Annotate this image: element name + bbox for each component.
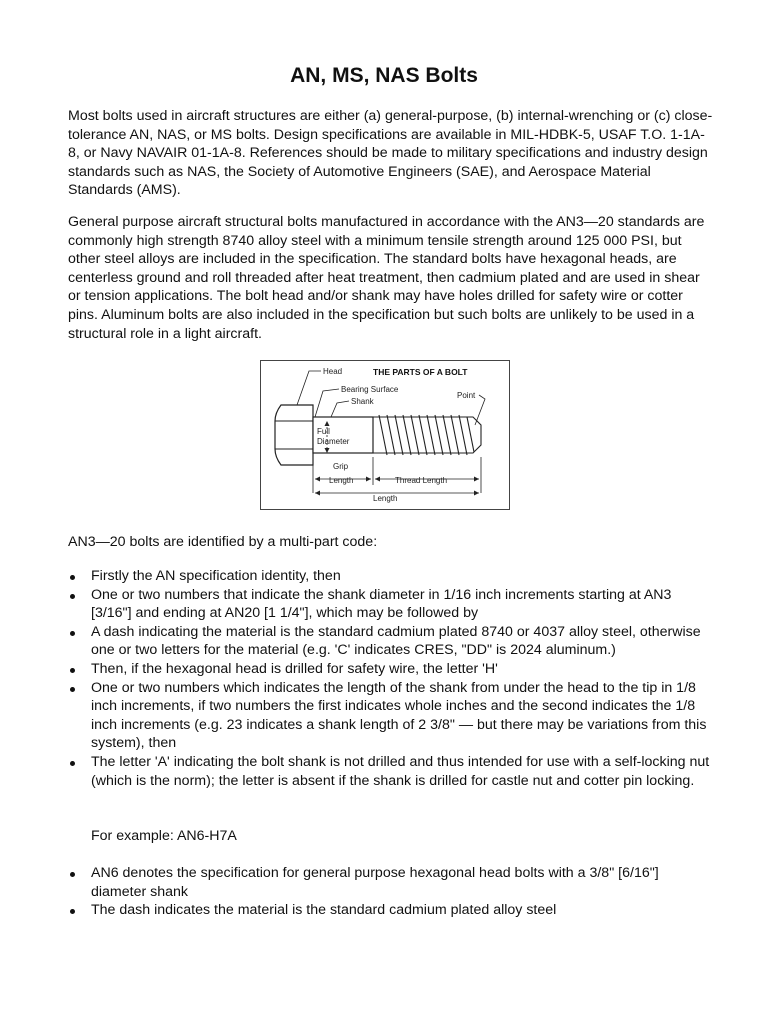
intro-paragraph: Most bolts used in aircraft structures are either (a) general-purpose, (b) internal-wrenching or (c) close-tolerance AN, NAS, or MS bolts. Design specifications are available in MIL-HDBK-5, USAF T.O. 1-1A-8, or Navy NAVAIR 01-1A-8. References should be made to military specifications and industry design standards such as NAS, the Society of Automotive Engineers (SAE), and Aerospace Material Standards (AMS). (68, 108, 713, 199)
code-intro-paragraph: AN3—20 bolts are identified by a multi-part code: (68, 534, 378, 550)
example-line: For example: AN6-H7A (91, 828, 237, 844)
list-item: AN6 denotes the specification for general purpose hexagonal head bolts with a 3/8" [6/16"] diameter shank (68, 864, 713, 901)
label-head: Head (323, 367, 343, 376)
example-parts-list (68, 864, 713, 920)
label-point: Point (457, 391, 476, 400)
bolt-threads (373, 415, 481, 455)
label-grip-length: Length (329, 476, 354, 485)
label-length: Length (373, 494, 398, 503)
list-item: Then, if the hexagonal head is drilled for safety wire, the letter 'H' (68, 660, 713, 679)
label-bearing-surface: Bearing Surface (341, 385, 399, 394)
label-thread-length: Thread Length (395, 476, 448, 485)
list-item: One or two numbers which indicates the length of the shank from under the head to the tip in 1/8 inch increments, if two numbers the first indicates whole inches and the second indicates the 1/8 inch increments (e.g. 23 indicates a shank length of 2 3/8" — but there may be variations from this system), then (68, 679, 713, 753)
general-purpose-paragraph: General purpose aircraft structural bolts manufactured in accordance with the AN3—20 standards are commonly high strength 8740 alloy steel with a minimum tensile strength around 125 000 PSI, but other steel alloys are included in the specification. The standard bolts have hexagonal heads, are centerless ground and roll threaded after heat treatment, then cadmium plated and are used in shear or tension applications. The bolt head and/or shank may have holes drilled for safety wire or cotter pins. Aluminum bolts are also included in the specification but such bolts are unlikely to be used in a structural role in a light aircraft. (68, 214, 705, 342)
bolt-parts-figure (260, 360, 510, 510)
label-full: Full (317, 427, 330, 436)
bolt-diagram (261, 361, 509, 509)
page-title: AN, MS, NAS Bolts (290, 64, 478, 87)
figure-title: THE PARTS OF A BOLT (373, 367, 468, 377)
label-grip: Grip (333, 462, 349, 471)
code-parts-list (68, 567, 713, 790)
label-diameter: Diameter (317, 437, 350, 446)
bolt-head-shape (275, 405, 313, 465)
list-item: A dash indicating the material is the standard cadmium plated 8740 or 4037 alloy steel, otherwise one or two letters for the material (e.g. 'C' indicates CRES, "DD" is 2024 aluminum.) (68, 623, 713, 660)
list-item: One or two numbers that indicate the shank diameter in 1/16 inch increments starting at AN3 [3/16"] and ending at AN20 [1 1/4"], which may be followed by (68, 586, 713, 623)
label-shank: Shank (351, 397, 374, 406)
list-item: The letter 'A' indicating the bolt shank is not drilled and thus intended for use with a self-locking nut (which is the norm); the letter is absent if the shank is drilled for castle nut and cotter pin locking. (68, 753, 713, 790)
list-item: Firstly the AN specification identity, then (68, 567, 713, 586)
list-item: The dash indicates the material is the standard cadmium plated alloy steel (68, 901, 713, 920)
